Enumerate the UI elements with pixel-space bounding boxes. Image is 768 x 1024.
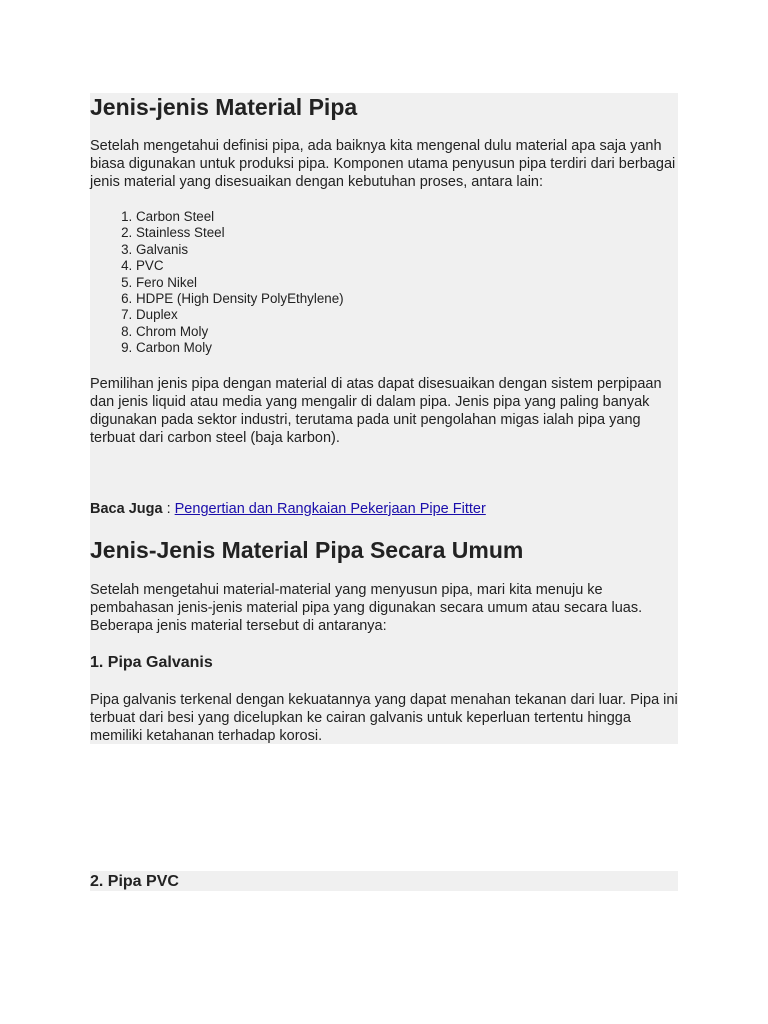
section2-title: Jenis-Jenis Material Pipa Secara Umum [90, 537, 524, 563]
subsection1-text: Pipa galvanis terkenal dengan kekuatannya yang dapat menahan tekanan dari luar. Pipa ini terbuat dari besi yang dicelupkan ke cairan galvanis untuk keperluan tertentu hingga memiliki ketahanan terhadap korosi. [90, 692, 678, 744]
material-list-item: 7. Duplex [136, 307, 678, 323]
section2-intro: Setelah mengetahui material-material yang menyusun pipa, mari kita menuju ke pembahasan jenis-jenis material pipa yang digunakan secara umum atau secara luas. Beberapa jenis material tersebut di antaranya: [90, 582, 643, 634]
material-list-item: 9. Carbon Moly [136, 340, 678, 356]
material-list-item: 2. Stainless Steel [136, 225, 678, 241]
read-also-label: Baca Juga [90, 501, 163, 517]
section1-intro: Setelah mengetahui definisi pipa, ada baiknya kita mengenal dulu material apa saja yanh biasa digunakan untuk produksi pipa. Komponen utama penyusun pipa terdiri dari berbagai jenis material yang disesuaikan dengan kebutuhan proses, antara lain: [90, 138, 676, 190]
read-also-link[interactable]: Pengertian dan Rangkaian Pekerjaan Pipe Fitter [174, 501, 486, 517]
subsection2-title: 2. Pipa PVC [90, 873, 179, 890]
read-also-separator: : [162, 501, 175, 517]
material-list-item: 3. Galvanis [136, 242, 678, 258]
subsection1-title: 1. Pipa Galvanis [90, 654, 213, 671]
materials-list [90, 209, 678, 357]
read-also-line [90, 500, 678, 518]
section1-title: Jenis-jenis Material Pipa [90, 94, 358, 120]
material-list-item: 6. HDPE (High Density PolyEthylene) [136, 291, 678, 307]
material-list-item: 5. Fero Nikel [136, 275, 678, 291]
material-list-item: 4. PVC [136, 258, 678, 274]
material-list-item: 8. Chrom Moly [136, 324, 678, 340]
section1-after-list: Pemilihan jenis pipa dengan material di atas dapat disesuaikan dengan sistem perpipaan dan jenis liquid atau media yang mengalir di dalam pipa. Jenis pipa yang paling banyak digunakan pada sektor industri, terutama pada unit pengolahan migas ialah pipa yang terbuat dari carbon steel (baja karbon). [90, 376, 662, 446]
material-list-item: 1. Carbon Steel [136, 209, 678, 225]
